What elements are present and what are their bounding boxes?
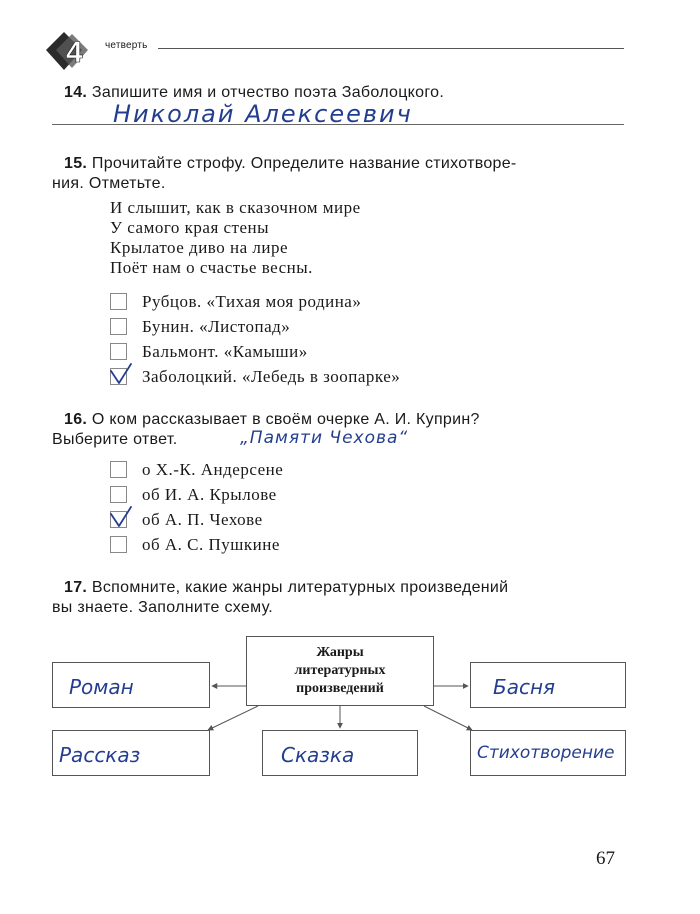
quarter-label: четверть <box>105 40 148 51</box>
genre-answer: Роман <box>69 675 134 699</box>
quarter-number: 4 <box>66 36 83 69</box>
task-16-question-line2: Выберите ответ. <box>52 431 178 448</box>
option-label: о Х.-К. Андерсене <box>142 459 284 479</box>
task-16-question-line1: О ком рассказывает в своём очерке А. И. Куприн? <box>91 411 480 428</box>
task-17-question-line2: вы знаете. Заполните схему. <box>52 599 274 616</box>
genre-answer: Стихотворение <box>477 743 615 763</box>
arrow-to-right-bottom <box>424 706 472 730</box>
task-15-number: 15. <box>64 155 88 172</box>
task-16-handwritten-note: „Памяти Чехова“ <box>240 428 409 448</box>
genre-answer: Басня <box>493 675 556 699</box>
task-14-answer[interactable]: Николай Алексеевич <box>113 100 413 128</box>
option-label: Заболоцкий. «Лебедь в зоопарке» <box>142 366 401 386</box>
task-17-question-line1: Вспомните, какие жанры литературных произведений <box>91 579 509 596</box>
genre-box-right-bottom[interactable] <box>470 730 626 776</box>
genre-answer: Сказка <box>281 743 355 767</box>
task-15-question-line1: Прочитайте строфу. Определите название стихотворе- <box>91 155 517 172</box>
genre-box-right-top[interactable] <box>470 662 626 708</box>
verse-line: У самого края стены <box>110 218 270 237</box>
arrow-to-left-bottom <box>208 706 258 730</box>
genre-answer: Рассказ <box>59 743 141 767</box>
task-16-number: 16. <box>64 411 88 428</box>
genre-diagram-title: Жанры литературных произведений <box>294 645 386 696</box>
task-14-number: 14. <box>64 84 88 101</box>
task-17-number: 17. <box>64 579 88 596</box>
task-15-question-line2: ния. Отметьте. <box>52 175 166 192</box>
verse-line: Крылатое диво на лире <box>110 238 288 257</box>
option-label: об А. П. Чехове <box>142 509 263 529</box>
page-number: 67 <box>596 848 615 869</box>
genre-box-left-bottom[interactable] <box>52 730 210 776</box>
option-label: об А. С. Пушкине <box>142 534 280 554</box>
option-label: Рубцов. «Тихая моя родина» <box>142 291 362 311</box>
genre-box-center-bottom[interactable] <box>262 730 418 776</box>
option-label: Бальмонт. «Камыши» <box>142 341 308 361</box>
genre-box-left-top[interactable] <box>52 662 210 708</box>
option-label: об И. А. Крылове <box>142 484 277 504</box>
verse-line: Поёт нам о счастье весны. <box>110 258 313 277</box>
task-14-question: Запишите имя и отчество поэта Заболоцкого. <box>91 84 445 101</box>
verse-line: И слышит, как в сказочном мире <box>110 198 361 217</box>
genre-diagram-center <box>246 636 434 706</box>
option-label: Бунин. «Листопад» <box>142 316 291 336</box>
